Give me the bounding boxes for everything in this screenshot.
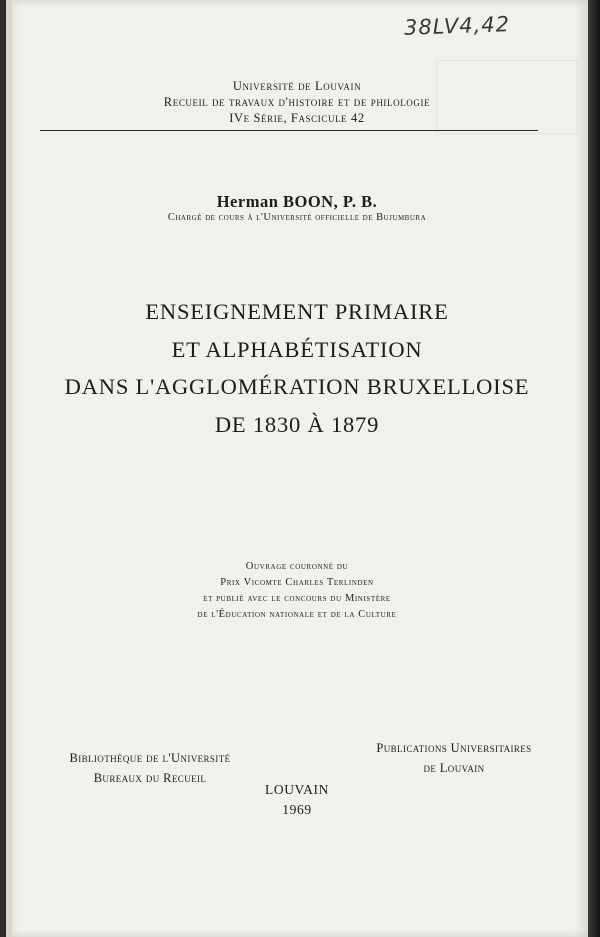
university-name: Université de Louvain — [232, 79, 362, 93]
place-of-publication: LOUVAIN — [265, 782, 329, 797]
handwritten-shelfmark: 38LV4,42 — [403, 12, 511, 40]
prize-statement — [6, 559, 588, 623]
imprint — [6, 780, 588, 820]
publisher-right — [358, 738, 550, 778]
author-name: Herman BOON, P. B. — [216, 192, 378, 211]
title-line: ET ALPHABÉTISATION — [171, 336, 423, 362]
prize-line: Ouvrage couronné du — [245, 561, 349, 572]
book-title — [6, 293, 588, 443]
series-fascicle: IVe Série, Fascicule 42 — [229, 111, 365, 125]
publisher-right-line: de Louvain — [423, 761, 485, 775]
title-line: DE 1830 À 1879 — [214, 411, 380, 437]
collection-name: Recueil de travaux d'histoire et de philologie — [163, 95, 431, 109]
title-page — [6, 0, 588, 937]
title-line: DANS L'AGGLOMÉRATION BRUXELLOISE — [64, 374, 530, 399]
author-affiliation: Chargé de cours à l'Université officielle de Bujumbura — [167, 212, 427, 223]
header-rule — [40, 130, 538, 131]
scan-dark-margin — [588, 0, 600, 937]
publisher-right-line: Publications Universitaires — [376, 741, 532, 755]
prize-line: Prix Vicomte Charles Terlinden — [220, 577, 374, 588]
series-heading — [6, 78, 588, 126]
title-line: ENSEIGNEMENT PRIMAIRE — [145, 299, 449, 324]
publisher-left-line: Bureaux du Recueil — [93, 771, 207, 785]
prize-line: de l'Éducation nationale et de la Culture — [197, 609, 397, 620]
prize-line: et publié avec le concours du Ministère — [203, 593, 391, 604]
publication-year: 1969 — [282, 802, 312, 817]
publisher-left-line: Bibliothèque de l'Université — [69, 751, 231, 765]
